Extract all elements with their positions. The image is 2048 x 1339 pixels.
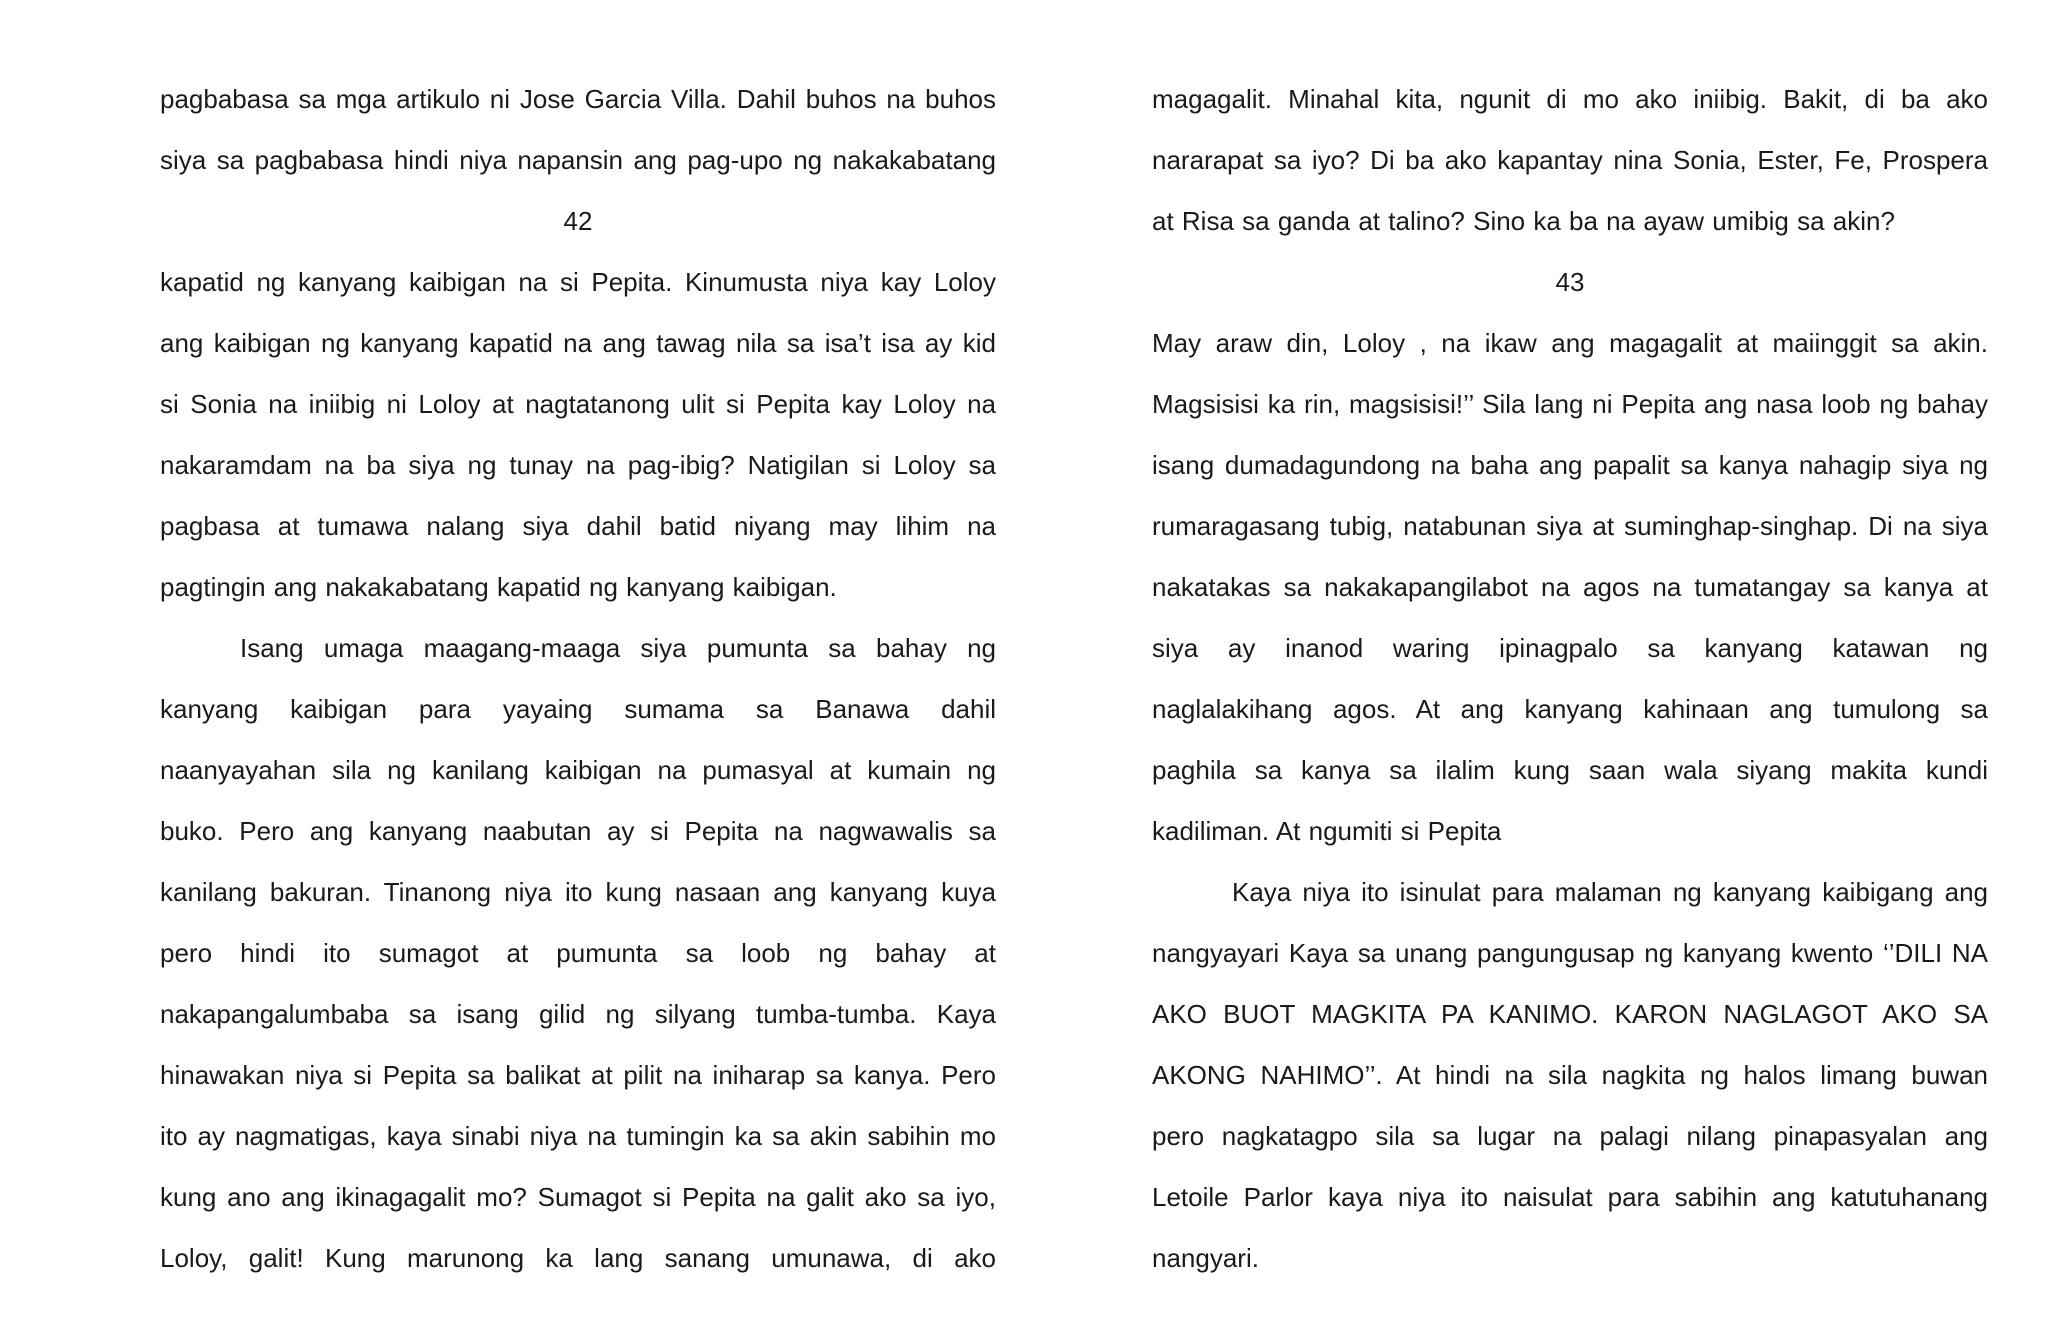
text-line: nakapangalumbaba sa isang gilid ng silyang tumba-tumba. Kaya: [160, 999, 996, 1029]
text-line: si Sonia na iniibig ni Loloy at nagtatanong ulit si Pepita kay Loloy na: [160, 389, 996, 419]
text-line: Kaya niya ito isinulat para malaman ng kanyang kaibigang ang: [1232, 877, 1988, 907]
text-line: hinawakan niya si Pepita sa balikat at pilit na iniharap sa kanya. Pero: [160, 1060, 996, 1090]
text-line: kanilang bakuran. Tinanong niya ito kung nasaan ang kanyang kuya: [160, 877, 996, 907]
text-line: Loloy, galit! Kung marunong ka lang sanang umunawa, di ako: [160, 1243, 996, 1273]
page-number: 42: [563, 206, 593, 236]
text-line: kapatid ng kanyang kaibigan na si Pepita. Kinumusta niya kay Loloy: [160, 267, 996, 297]
text-line: AKONG NAHIMO’’. At hindi na sila nagkita ng halos limang buwan: [1152, 1060, 1988, 1090]
text-line: at Risa sa ganda at talino? Sino ka ba na ayaw umibig sa akin?: [1152, 206, 1895, 236]
text-line: magagalit. Minahal kita, ngunit di mo ako iniibig. Bakit, di ba ako: [1152, 84, 1988, 114]
text-line: nakaramdam na ba siya ng tunay na pag-ibig? Natigilan si Loloy sa: [160, 450, 996, 480]
left-page-text: [160, 69, 996, 1289]
text-line: naanyayahan sila ng kanilang kaibigan na pumasyal at kumain ng: [160, 755, 996, 785]
text-line: pero nagkatagpo sila sa lugar na palagi nilang pinapasyalan ang: [1152, 1121, 1988, 1151]
text-line: siya ay inanod waring ipinagpalo sa kanyang katawan ng: [1152, 633, 1988, 663]
text-line: buko. Pero ang kanyang naabutan ay si Pepita na nagwawalis sa: [160, 816, 996, 846]
text-line: Isang umaga maagang-maaga siya pumunta sa bahay ng: [240, 633, 996, 663]
right-page: [1152, 0, 1988, 1339]
page-number: 43: [1555, 267, 1585, 297]
right-page-text: [1152, 69, 1988, 1289]
left-page: [160, 0, 996, 1339]
text-line: pero hindi ito sumagot at pumunta sa loob ng bahay at: [160, 938, 996, 968]
text-line: nararapat sa iyo? Di ba ako kapantay nina Sonia, Ester, Fe, Prospera: [1152, 145, 1988, 175]
text-line: kanyang kaibigan para yayaing sumama sa Banawa dahil: [160, 694, 996, 724]
text-line: May araw din, Loloy , na ikaw ang magagalit at maiinggit sa akin.: [1152, 328, 1988, 358]
text-line: paghila sa kanya sa ilalim kung saan wala siyang makita kundi: [1152, 755, 1988, 785]
text-line: kadiliman. At ngumiti si Pepita: [1152, 816, 1502, 846]
text-line: Letoile Parlor kaya niya ito naisulat para sabihin ang katutuhanang: [1152, 1182, 1988, 1212]
text-line: nangyayari Kaya sa unang pangungusap ng kanyang kwento ‘’DILI NA: [1152, 938, 1988, 968]
text-line: naglalakihang agos. At ang kanyang kahinaan ang tumulong sa: [1152, 694, 1988, 724]
text-line: pagbasa at tumawa nalang siya dahil batid niyang may lihim na: [160, 511, 996, 541]
text-line: Magsisisi ka rin, magsisisi!’’ Sila lang ni Pepita ang nasa loob ng bahay: [1152, 389, 1988, 419]
text-line: pagbabasa sa mga artikulo ni Jose Garcia Villa. Dahil buhos na buhos: [160, 84, 996, 114]
text-line: ito ay nagmatigas, kaya sinabi niya na tumingin ka sa akin sabihin mo: [160, 1121, 996, 1151]
text-line: ang kaibigan ng kanyang kapatid na ang tawag nila sa isa’t isa ay kid: [160, 328, 996, 358]
text-line: pagtingin ang nakakabatang kapatid ng kanyang kaibigan.: [160, 572, 837, 602]
text-line: AKO BUOT MAGKITA PA KANIMO. KARON NAGLAGOT AKO SA: [1152, 999, 1988, 1029]
text-line: kung ano ang ikinagagalit mo? Sumagot si Pepita na galit ako sa iyo,: [160, 1182, 996, 1212]
text-line: nakatakas sa nakakapangilabot na agos na tumatangay sa kanya at: [1152, 572, 1988, 602]
text-line: rumaragasang tubig, natabunan siya at suminghap-singhap. Di na siya: [1152, 511, 1988, 541]
text-line: nangyari.: [1152, 1243, 1259, 1273]
text-line: isang dumadagundong na baha ang papalit sa kanya nahagip siya ng: [1152, 450, 1988, 480]
text-line: siya sa pagbabasa hindi niya napansin ang pag-upo ng nakakabatang: [160, 145, 996, 175]
